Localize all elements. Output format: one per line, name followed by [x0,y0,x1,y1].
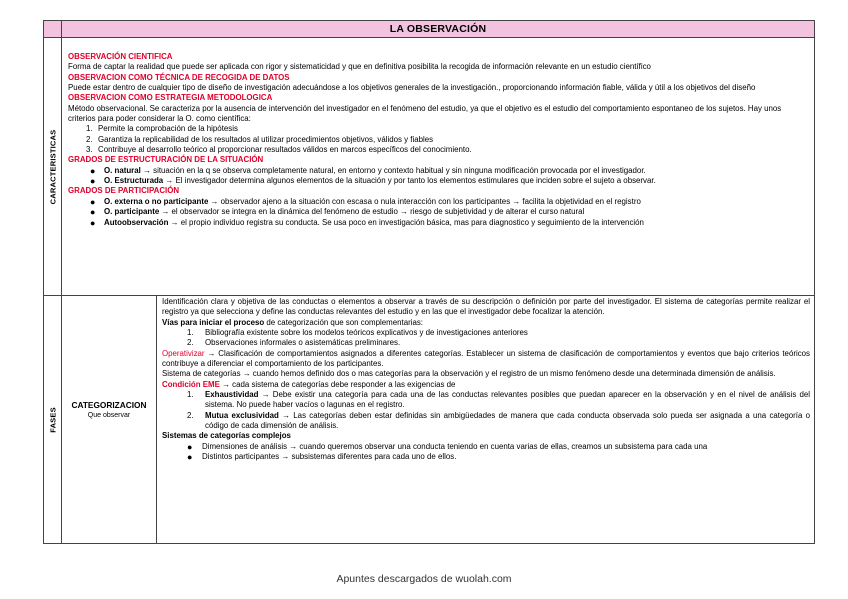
fases-label: FASES [48,406,57,433]
list-item: 2. Mutua exclusividad → Las categorías deben estar definidas sin ambigüedades de manera que cada conducta observada solo pueda ser asignada a una categoría o código de cada dimensión de análisis. [187,410,810,431]
list-item: ● Dimensiones de análisis → cuando queremos observar una conducta teniendo en cuenta varias de ellas, creamos un subsistema para cada una [187,441,708,452]
bullet-icon: ● [90,207,96,218]
section-text: Método observacional. Se caracteriza por la ausencia de intervención del investigador en el fenómeno del estudio, ya que el objetivo es el estudio del comportamiento espontaneo de los sujetos. Hay unos criterios para poder considerar la O. como científica: [68,103,782,124]
caracteristicas-label-cell [44,38,62,295]
section-text: Condición EME → cada sistema de categorías debe responder a las exigencias de [162,379,456,389]
title-row [44,21,814,38]
phase-title: CATEGORIZACION [71,400,147,410]
phase-subtitle: Que observar [87,412,131,419]
list-item: ● Distintos participantes → subsistemas diferentes para cada uno de ellos. [187,452,457,463]
list-item: ● O. participante → el observador se integra en la dinámica del fenómeno de estudio → riesgo de subjetividad y de alterar el curso natural [90,207,585,218]
list-item: 2. Observaciones informales o asistemáticas preliminares. [187,338,401,348]
list-item: 1. Permite la comprobación de la hipótesis [86,124,238,134]
section-text: Puede estar dentro de cualquier tipo de diseño de investigación adecuándose a los objetivos generales de la investigación., proporcionando información fiable, válida y útil a los objetivos del diseño [68,83,756,93]
list-item: ● Autoobservación → el propio individuo registra su conducta. Se usa poco en investigación básica, mas para diagnostico y seguimiento de la intervención [90,217,644,228]
table-title: LA OBSERVACIÓN [62,21,814,37]
bullet-icon: ● [90,217,96,228]
section-heading: GRADOS DE ESTRUCTURACIÓN DE LA SITUACIÓN [68,155,264,165]
caracteristicas-label: CARACTERISTICAS [48,129,57,204]
list-item: 1. Bibliografía existente sobre los modelos teóricos explicativos y de investigaciones anteriores [187,328,528,338]
caracteristicas-row [44,38,814,296]
bullet-icon: ● [187,441,193,452]
bullet-icon: ● [90,176,96,187]
section-heading: OBSERVACION COMO TÉCNICA DE RECOGIDA DE DATOS [68,72,290,82]
section-text: Vías para iniciar el proceso de categorización que son complementarias: [162,317,423,327]
list-item: 3. Contribuye al desarrollo teórico al proporcionar resultados válidos en marcos específicos del conocimiento. [86,145,472,155]
phase-cell [62,296,157,543]
bullet-icon: ● [90,196,96,207]
footer-text: Apuntes descargados de wuolah.com [336,573,512,585]
list-item: ● O. natural → situación en la q se observa completamente natural, en entorno y contexto habitual y sin ninguna modificación provocada por el investigador. [90,165,646,176]
fases-row [44,296,814,543]
section-heading: OBSERVACION COMO ESTRATEGIA METODOLOGICA [68,93,273,103]
caracteristicas-content [62,38,814,295]
section-text: Operativizar → Clasificación de comportamientos asignados a diferentes categorías. Establecer un sistema de clasificación de comportamientos y eventos que bajo criterios teóricos contribuye a diferenciar el comportamiento de los participantes. [162,348,810,369]
section-heading: GRADOS DE PARTICIPACIÓN [68,186,180,196]
title-corner-cell [44,21,62,37]
list-item: ● O. externa o no participante → observador ajeno a la situación con escasa o nula interacción con los participantes → facilita la objetividad en el registro [90,196,641,207]
section-text: Identificación clara y objetiva de las conductas o elementos a observar a través de su descripción o definición por parte del investigador. El sistema de categorías permite realizar el registro ya que selecciona y define las conductas relevantes del estudio y en las que el investigador debe focalizar la atención. [162,297,810,317]
list-item: 1. Exhaustividad → Debe existir una categoría para cada una de las conductas relevantes posibles que puedan aparecer en la observación y en el nivel de análisis del sistema. No puede haber vacíos o lagunas en el registro. [187,390,810,410]
section-text: Sistema de categorías → cuando hemos definido dos o mas categorías para la observación y el registro de un mismo fenómeno desde una determinada dimensión de análisis. [162,369,776,379]
section-heading: OBSERVACIÓN CIENTIFICA [68,52,173,61]
list-item: 2. Garantiza la replicabilidad de los resultados al utilizar procedimientos objetivos, válidos y fiables [86,134,434,144]
fases-content [157,296,814,543]
summary-table [43,20,815,544]
bullet-icon: ● [187,452,193,463]
fases-label-cell [44,296,62,543]
bullet-icon: ● [90,165,96,176]
section-text: Forma de captar la realidad que puede ser aplicada con rigor y sistematicidad y que en definitiva posibilita la recogida de información relevante en un estudio científico [68,62,651,72]
section-heading: Sistemas de categorías complejos [162,431,291,441]
list-item: ● O. Estructurada → El investigador determina algunos elementos de la situación y por tanto los elementos estimulares que inciden sobre el sujeto a observar. [90,176,656,187]
